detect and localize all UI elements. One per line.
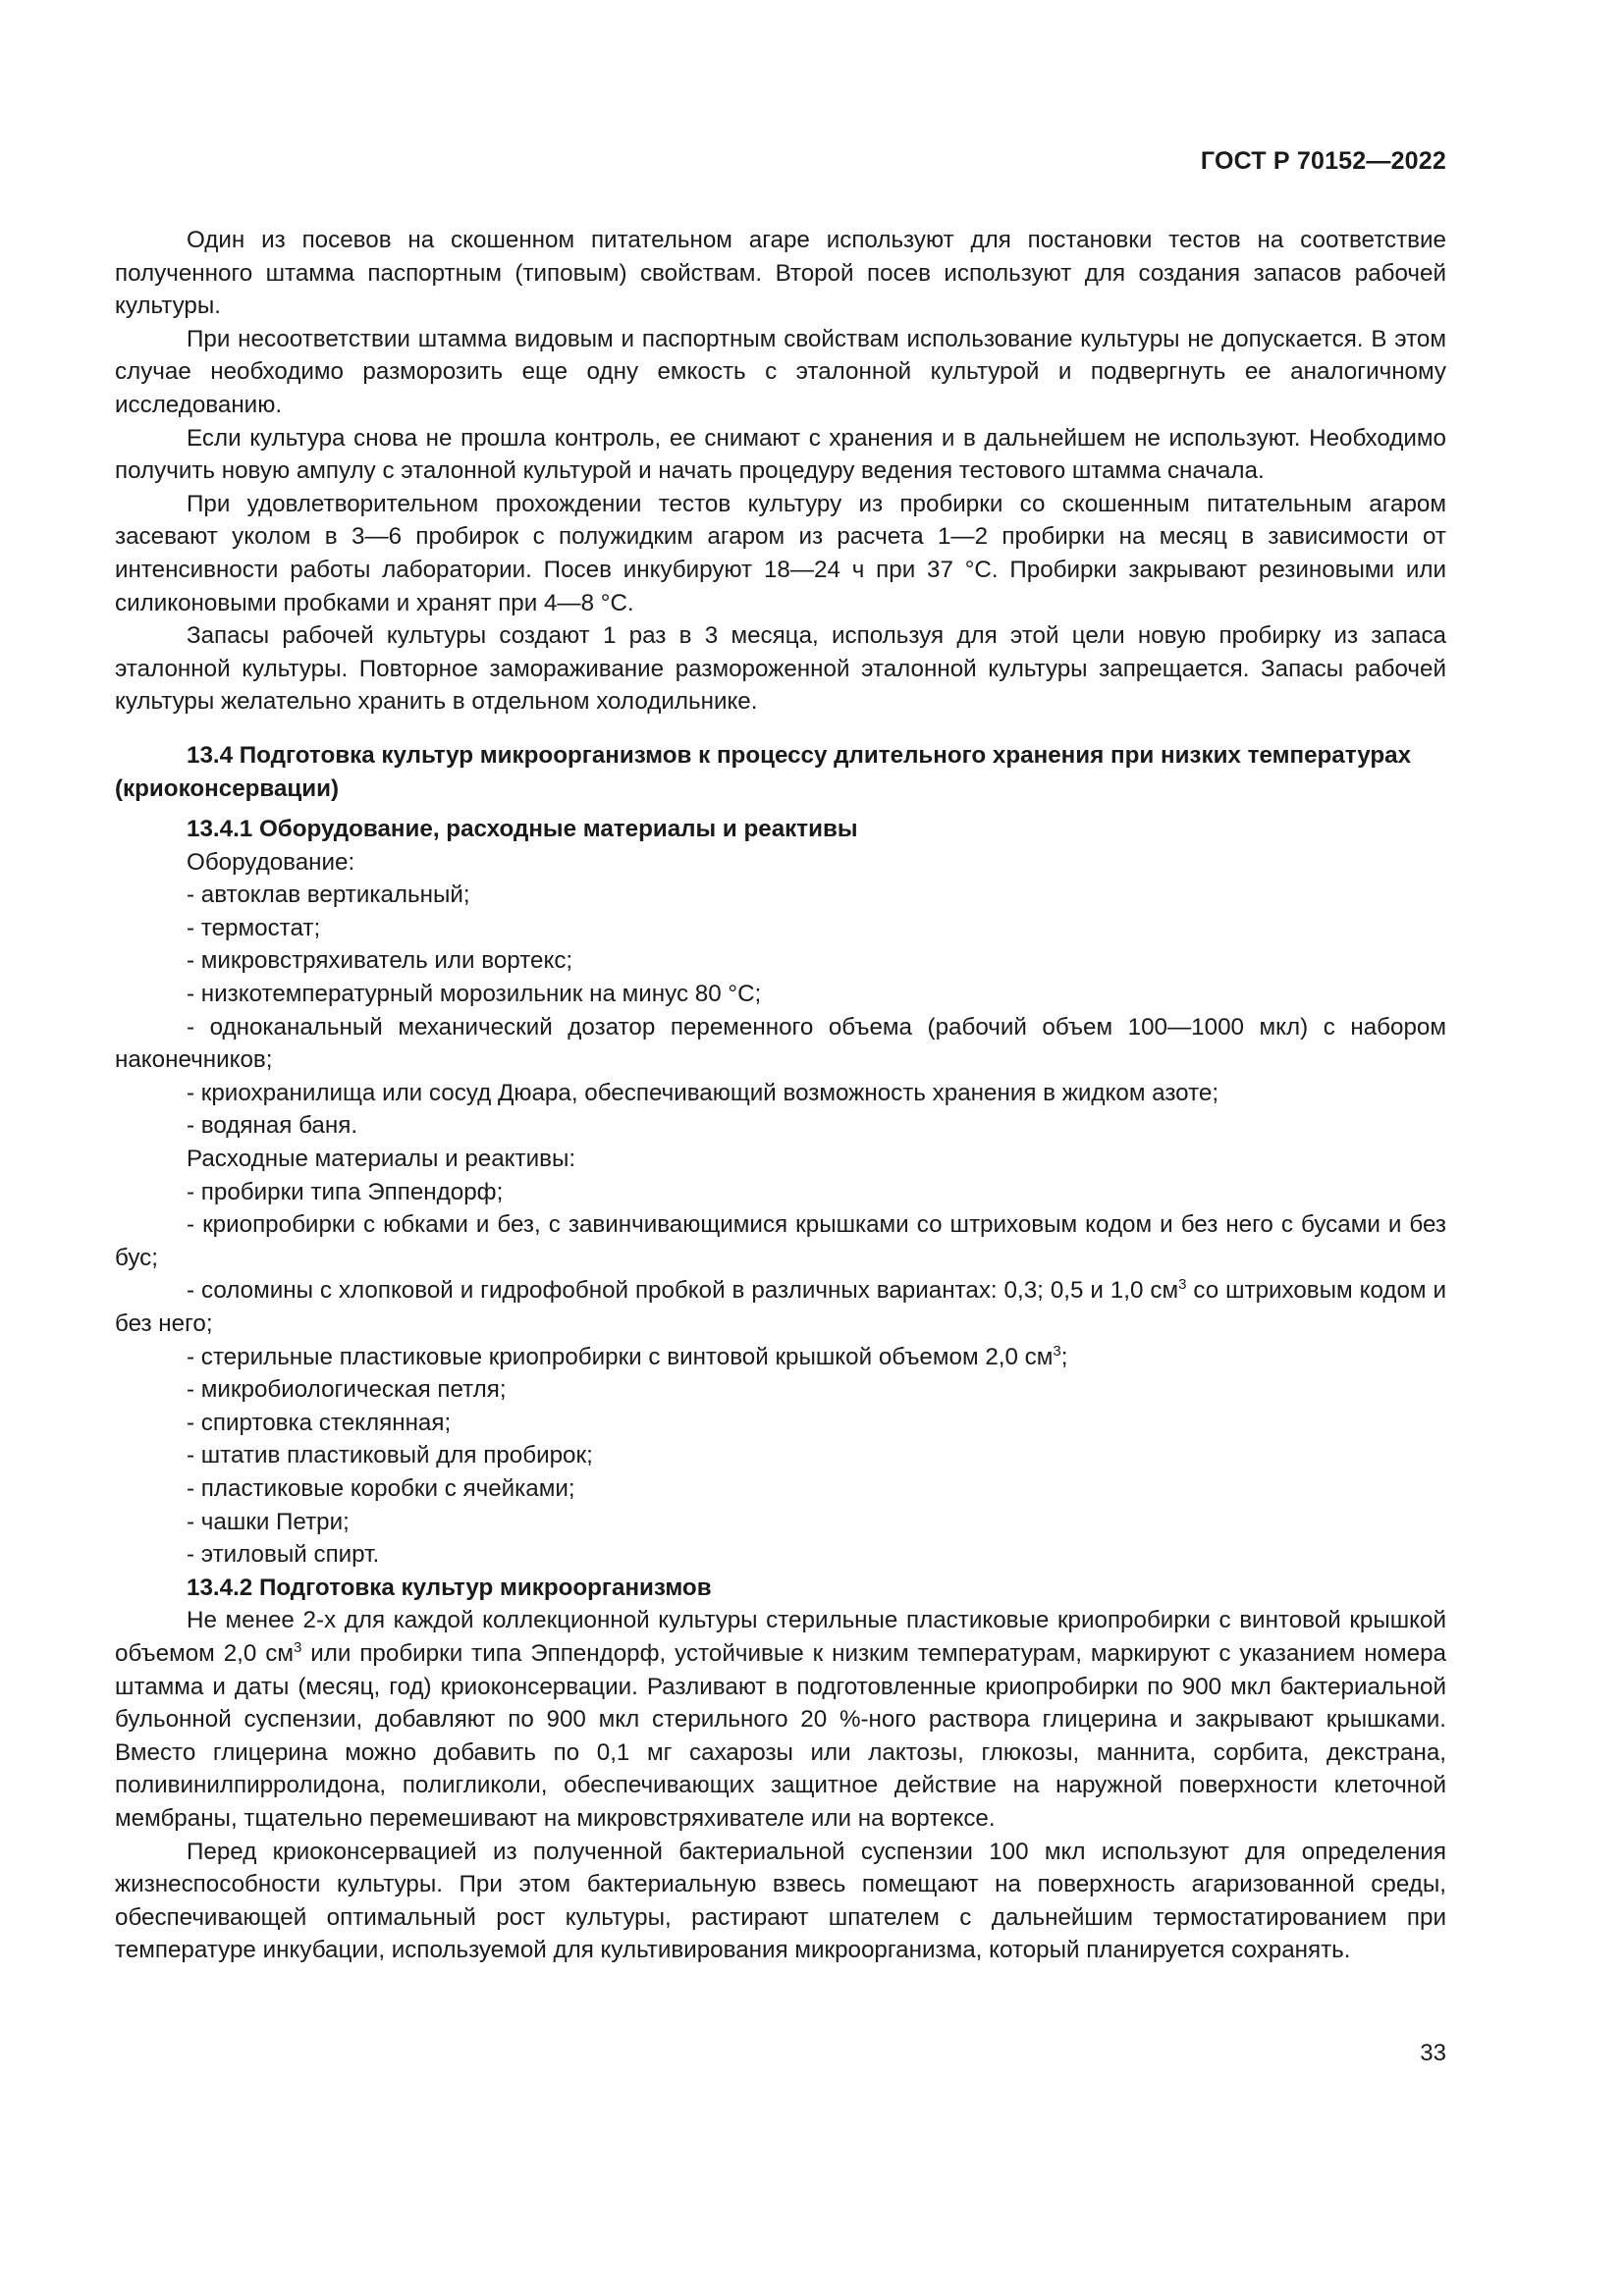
text-run: или пробирки типа Эппендорф, устойчивые к низким температурам, маркируют с указанием номера штамма и даты (месяц, год) криоконсервации. Разливают в подготовленные криопробирки по 900 мкл бактериальной бульонной суспензии, добавляют по 900 мкл стерильного 20 %-ного раствора глицерина и закрывают крышками. Вместо глицерина можно добавить по 0,1 мг сахарозы или лактозы, глюкозы, маннита, сорбита, декстрана, поливинилпирролидона, полигликоли, обеспечивающих защитное действие на наружной поверхности клеточной мембраны, тщательно перемешивают на микровстряхивателе или на вортексе. xyxy=(115,1639,1446,1832)
equipment-label: Оборудование: xyxy=(187,848,355,876)
list-item: - водяная баня. xyxy=(187,1112,358,1140)
text-run: - стерильные пластиковые криопробирки с винтовой крышкой объемом 2,0 см xyxy=(187,1343,1054,1370)
text-run: ; xyxy=(1060,1343,1068,1370)
paragraph: Перед криоконсервацией из полученной бактериальной суспензии 100 мкл используют для определения жизнеспособности культуры. При этом бактериальную взвесь помещают на поверхность агаризованной среды, обеспечивающей оптимальный рост культуры, растирают шпателем с дальнейшим термостатированием при температуре инкубации, используемой для культивирования микроорганизма, который планируется сохранять. xyxy=(115,1838,1446,1964)
superscript: 3 xyxy=(1053,1342,1061,1360)
list-item: - низкотемпературный морозильник на минус 80 °С; xyxy=(187,981,762,1008)
list-item: - криопробирки с юбками и без, с завинчивающимися крышками со штриховым кодом и без него с бусами и без бус; xyxy=(115,1211,1446,1271)
section-heading-13-4-1: 13.4.1 Оборудование, расходные материалы и реактивы xyxy=(187,816,858,843)
list-item: - штатив пластиковый для пробирок; xyxy=(187,1442,593,1469)
paragraph: Запасы рабочей культуры создают 1 раз в 3 месяца, используя для этой цели новую пробирку из запаса эталонной культуры. Повторное замораживание размороженной эталонной культуры запрещается. Запасы рабочей культуры желательно хранить в отдельном холодильнике. xyxy=(115,622,1446,716)
list-item: - криохранилища или сосуд Дюара, обеспечивающий возможность хранения в жидком азоте; xyxy=(187,1079,1219,1106)
list-item: - автоклав вертикальный; xyxy=(187,881,470,909)
list-item: - пробирки типа Эппендорф; xyxy=(187,1178,504,1205)
section-heading-13-4: 13.4 Подготовка культур микроорганизмов к процессу длительного хранения при низких температурах (криоконсервации) xyxy=(115,741,1412,802)
list-item-straws xyxy=(115,1274,1446,1340)
list-item-cryotubes xyxy=(115,1341,1446,1374)
paragraph: При удовлетворительном прохождении тестов культуру из пробирки со скошенным питательным агаром засевают уколом в 3—6 пробирок с полужидким агаром из расчета 1—2 пробирки на месяц в зависимости от интенсивности работы лаборатории. Посев инкубируют 18—24 ч при 37 °С. Пробирки закрывают резиновыми или силиконовыми пробками и хранят при 4—8 °С. xyxy=(115,490,1446,616)
list-item: - этиловый спирт. xyxy=(187,1541,380,1569)
list-item: - пластиковые коробки с ячейками; xyxy=(187,1474,575,1502)
text-run: со штриховым кодом и без него; xyxy=(115,1277,1446,1337)
paragraph: При несоответствии штамма видовым и паспортным свойствам использование культуры не допускается. В этом случае необходимо разморозить еще одну емкость с эталонной культурой и подвергнуть ее аналогичному исследованию. xyxy=(115,325,1446,418)
list-item: - микровстряхиватель или вортекс; xyxy=(187,947,573,975)
list-item: - спиртовка стеклянная; xyxy=(187,1409,452,1436)
list-item: - микробиологическая петля; xyxy=(187,1376,507,1404)
text-run: - соломины с хлопковой и гидрофобной пробкой в различных вариантах: 0,3; 0,5 и 1,0 см xyxy=(187,1277,1179,1305)
page-number: 33 xyxy=(1420,2040,1446,2066)
list-item: - чашки Петри; xyxy=(187,1508,350,1535)
list-item: - одноканальный механический дозатор переменного объема (рабочий объем 100—1000 мкл) с набором наконечников; xyxy=(115,1013,1446,1074)
list-item: - термостат; xyxy=(187,914,321,941)
paragraph: Если культура снова не прошла контроль, ее снимают с хранения и в дальнейшем не используют. Необходимо получить новую ампулу с эталонной культурой и начать процедуру ведения тестового штамма сначала. xyxy=(115,424,1446,485)
paragraph xyxy=(115,1604,1446,1835)
document-body xyxy=(115,224,1446,1967)
superscript: 3 xyxy=(1178,1276,1187,1294)
document-header: ГОСТ Р 70152—2022 xyxy=(1200,147,1446,175)
consumables-label: Расходные материалы и реактивы: xyxy=(187,1146,576,1173)
text-run: Не менее 2-х для каждой коллекционной культуры стерильные пластиковые криопробирки с винтовой крышкой объемом 2,0 см xyxy=(115,1607,1446,1667)
superscript: 3 xyxy=(293,1638,302,1656)
paragraph: Один из посевов на скошенном питательном агаре используют для постановки тестов на соответствие полученного штамма паспортным (типовым) свойствам. Второй посев используют для создания запасов рабочей культуры. xyxy=(115,227,1446,320)
section-heading-13-4-2: 13.4.2 Подготовка культур микроорганизмов xyxy=(187,1574,712,1601)
